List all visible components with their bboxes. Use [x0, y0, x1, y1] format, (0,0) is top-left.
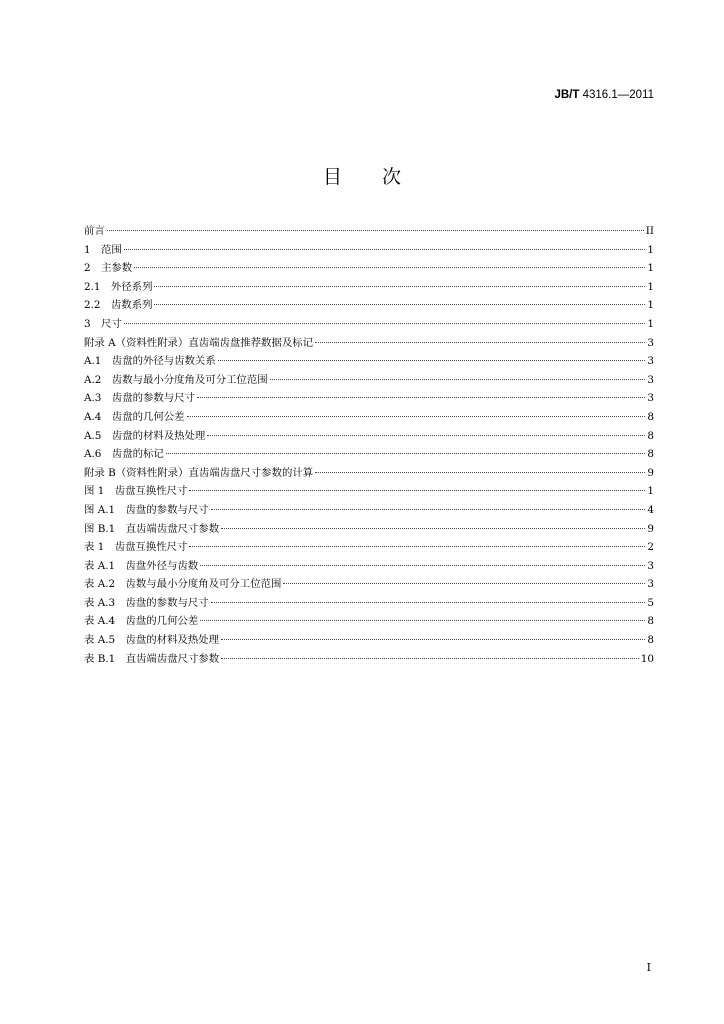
- toc-entry-page: 9: [647, 466, 654, 479]
- toc-entry-label: A.6 齿盘的标记: [84, 448, 164, 461]
- toc-entry[interactable]: [84, 538, 654, 557]
- toc-leader-dots: [270, 378, 646, 380]
- toc-leader-dots: [315, 471, 645, 473]
- toc-entry[interactable]: [84, 575, 654, 594]
- toc-entry-page: 1: [647, 299, 654, 312]
- toc-entry[interactable]: [84, 408, 654, 427]
- toc-entry-page: 9: [647, 522, 654, 535]
- toc-entry-page: 8: [647, 429, 654, 442]
- toc-entry-label: 表 A.3 齿盘的参数与尺寸: [84, 596, 209, 609]
- toc-entry[interactable]: [84, 222, 654, 241]
- toc-entry-label: 图 1 齿盘互换性尺寸: [84, 485, 188, 498]
- toc-entry-label: 前言: [84, 225, 105, 237]
- toc-entry-label: A.2 齿数与最小分度角及可分工位范围: [84, 373, 268, 386]
- toc-entry[interactable]: [84, 371, 654, 390]
- toc-entry-page: 3: [647, 392, 654, 405]
- toc-entry[interactable]: [84, 352, 654, 371]
- toc-entry-label: 2 主参数: [84, 262, 133, 275]
- toc-entry[interactable]: [84, 389, 654, 408]
- toc-leader-dots: [221, 657, 639, 659]
- toc-entry[interactable]: [84, 594, 654, 613]
- title-char-1: 目: [322, 166, 342, 188]
- toc-leader-dots: [200, 619, 645, 621]
- standard-number: 4316.1—2011: [582, 89, 654, 101]
- toc-entry-label: 表 A.1 齿盘外径与齿数: [84, 559, 199, 572]
- toc-entry-page: 8: [647, 410, 654, 423]
- toc-entry-label: 表 B.1 直齿端齿盘尺寸参数: [84, 652, 220, 665]
- title-char-2: 次: [382, 166, 402, 188]
- toc-entry-page: 3: [647, 578, 654, 591]
- toc-entry-page: 1: [647, 280, 654, 293]
- toc-entry-label: 2.2 齿数系列: [84, 299, 153, 312]
- toc-entry-label: 表 1 齿盘互换性尺寸: [84, 541, 188, 554]
- toc-entry-page: 4: [647, 503, 654, 516]
- toc-entry[interactable]: [84, 259, 654, 278]
- toc-leader-dots: [211, 508, 646, 510]
- toc-leader-dots: [200, 564, 645, 566]
- toc-entry-label: 表 A.2 齿数与最小分度角及可分工位范围: [84, 578, 282, 591]
- toc-leader-dots: [107, 229, 644, 231]
- toc-entry-label: 3 尺寸: [84, 317, 122, 330]
- toc-entry-label: A.5 齿盘的材料及热处理: [84, 429, 206, 442]
- toc-entry[interactable]: [84, 557, 654, 576]
- toc-entry[interactable]: [84, 427, 654, 446]
- page-title: [0, 162, 724, 189]
- toc-entry[interactable]: [84, 464, 654, 483]
- toc-entry[interactable]: [84, 650, 654, 669]
- toc-entry-page: 10: [640, 652, 654, 665]
- toc-entry-label: 图 A.1 齿盘的参数与尺寸: [84, 503, 209, 516]
- toc-entry-page: 3: [647, 355, 654, 368]
- toc-entry[interactable]: [84, 296, 654, 315]
- toc-leader-dots: [134, 266, 645, 268]
- toc-entry-page: 5: [647, 596, 654, 609]
- toc-entry[interactable]: [84, 631, 654, 650]
- table-of-contents: [84, 222, 654, 668]
- toc-entry[interactable]: [84, 315, 654, 334]
- toc-entry-label: 2.1 外径系列: [84, 280, 153, 293]
- toc-leader-dots: [154, 285, 645, 287]
- toc-entry-page: 1: [647, 317, 654, 330]
- toc-leader-dots: [154, 303, 645, 305]
- toc-entry-label: 表 A.5 齿盘的材料及热处理: [84, 634, 220, 647]
- toc-entry-page: 1: [647, 243, 654, 256]
- page-number: I: [646, 961, 651, 974]
- toc-leader-dots: [221, 638, 645, 640]
- toc-leader-dots: [124, 322, 646, 324]
- standard-prefix: JB/T: [554, 89, 580, 101]
- toc-leader-dots: [218, 359, 646, 361]
- toc-entry-page: 1: [647, 485, 654, 498]
- toc-leader-dots: [189, 489, 645, 491]
- toc-leader-dots: [166, 452, 646, 454]
- toc-entry-page: II: [645, 225, 654, 237]
- toc-leader-dots: [315, 341, 645, 343]
- toc-entry-page: 8: [647, 615, 654, 628]
- toc-entry-page: 3: [647, 559, 654, 572]
- toc-leader-dots: [197, 396, 645, 398]
- toc-entry-label: 图 B.1 直齿端齿盘尺寸参数: [84, 522, 220, 535]
- toc-entry-page: 1: [647, 262, 654, 275]
- toc-entry-page: 3: [647, 373, 654, 386]
- toc-entry-label: 附录 A（资料性附录）直齿端齿盘推荐数据及标记: [84, 336, 314, 349]
- toc-leader-dots: [124, 248, 646, 250]
- toc-entry[interactable]: [84, 501, 654, 520]
- toc-entry-label: A.1 齿盘的外径与齿数关系: [84, 355, 216, 368]
- toc-entry[interactable]: [84, 334, 654, 353]
- toc-leader-dots: [189, 545, 645, 547]
- toc-leader-dots: [221, 527, 645, 529]
- toc-entry-label: A.4 齿盘的几何公差: [84, 410, 185, 423]
- toc-entry[interactable]: [84, 520, 654, 539]
- toc-entry[interactable]: [84, 445, 654, 464]
- toc-entry-label: 表 A.4 齿盘的几何公差: [84, 615, 199, 628]
- toc-entry-label: A.3 齿盘的参数与尺寸: [84, 392, 195, 405]
- toc-leader-dots: [187, 415, 646, 417]
- toc-entry[interactable]: [84, 482, 654, 501]
- toc-entry[interactable]: [84, 278, 654, 297]
- toc-entry-label: 附录 B（资料性附录）直齿端齿盘尺寸参数的计算: [84, 466, 314, 479]
- toc-entry[interactable]: [84, 241, 654, 260]
- toc-entry-page: 8: [647, 634, 654, 647]
- toc-entry-page: 3: [647, 336, 654, 349]
- toc-leader-dots: [283, 582, 645, 584]
- toc-entry-label: 1 范围: [84, 243, 122, 256]
- toc-entry-page: 8: [647, 448, 654, 461]
- toc-entry-page: 2: [647, 541, 654, 554]
- toc-leader-dots: [211, 601, 646, 603]
- toc-entry[interactable]: [84, 612, 654, 631]
- standard-code: [554, 89, 654, 101]
- toc-leader-dots: [207, 434, 645, 436]
